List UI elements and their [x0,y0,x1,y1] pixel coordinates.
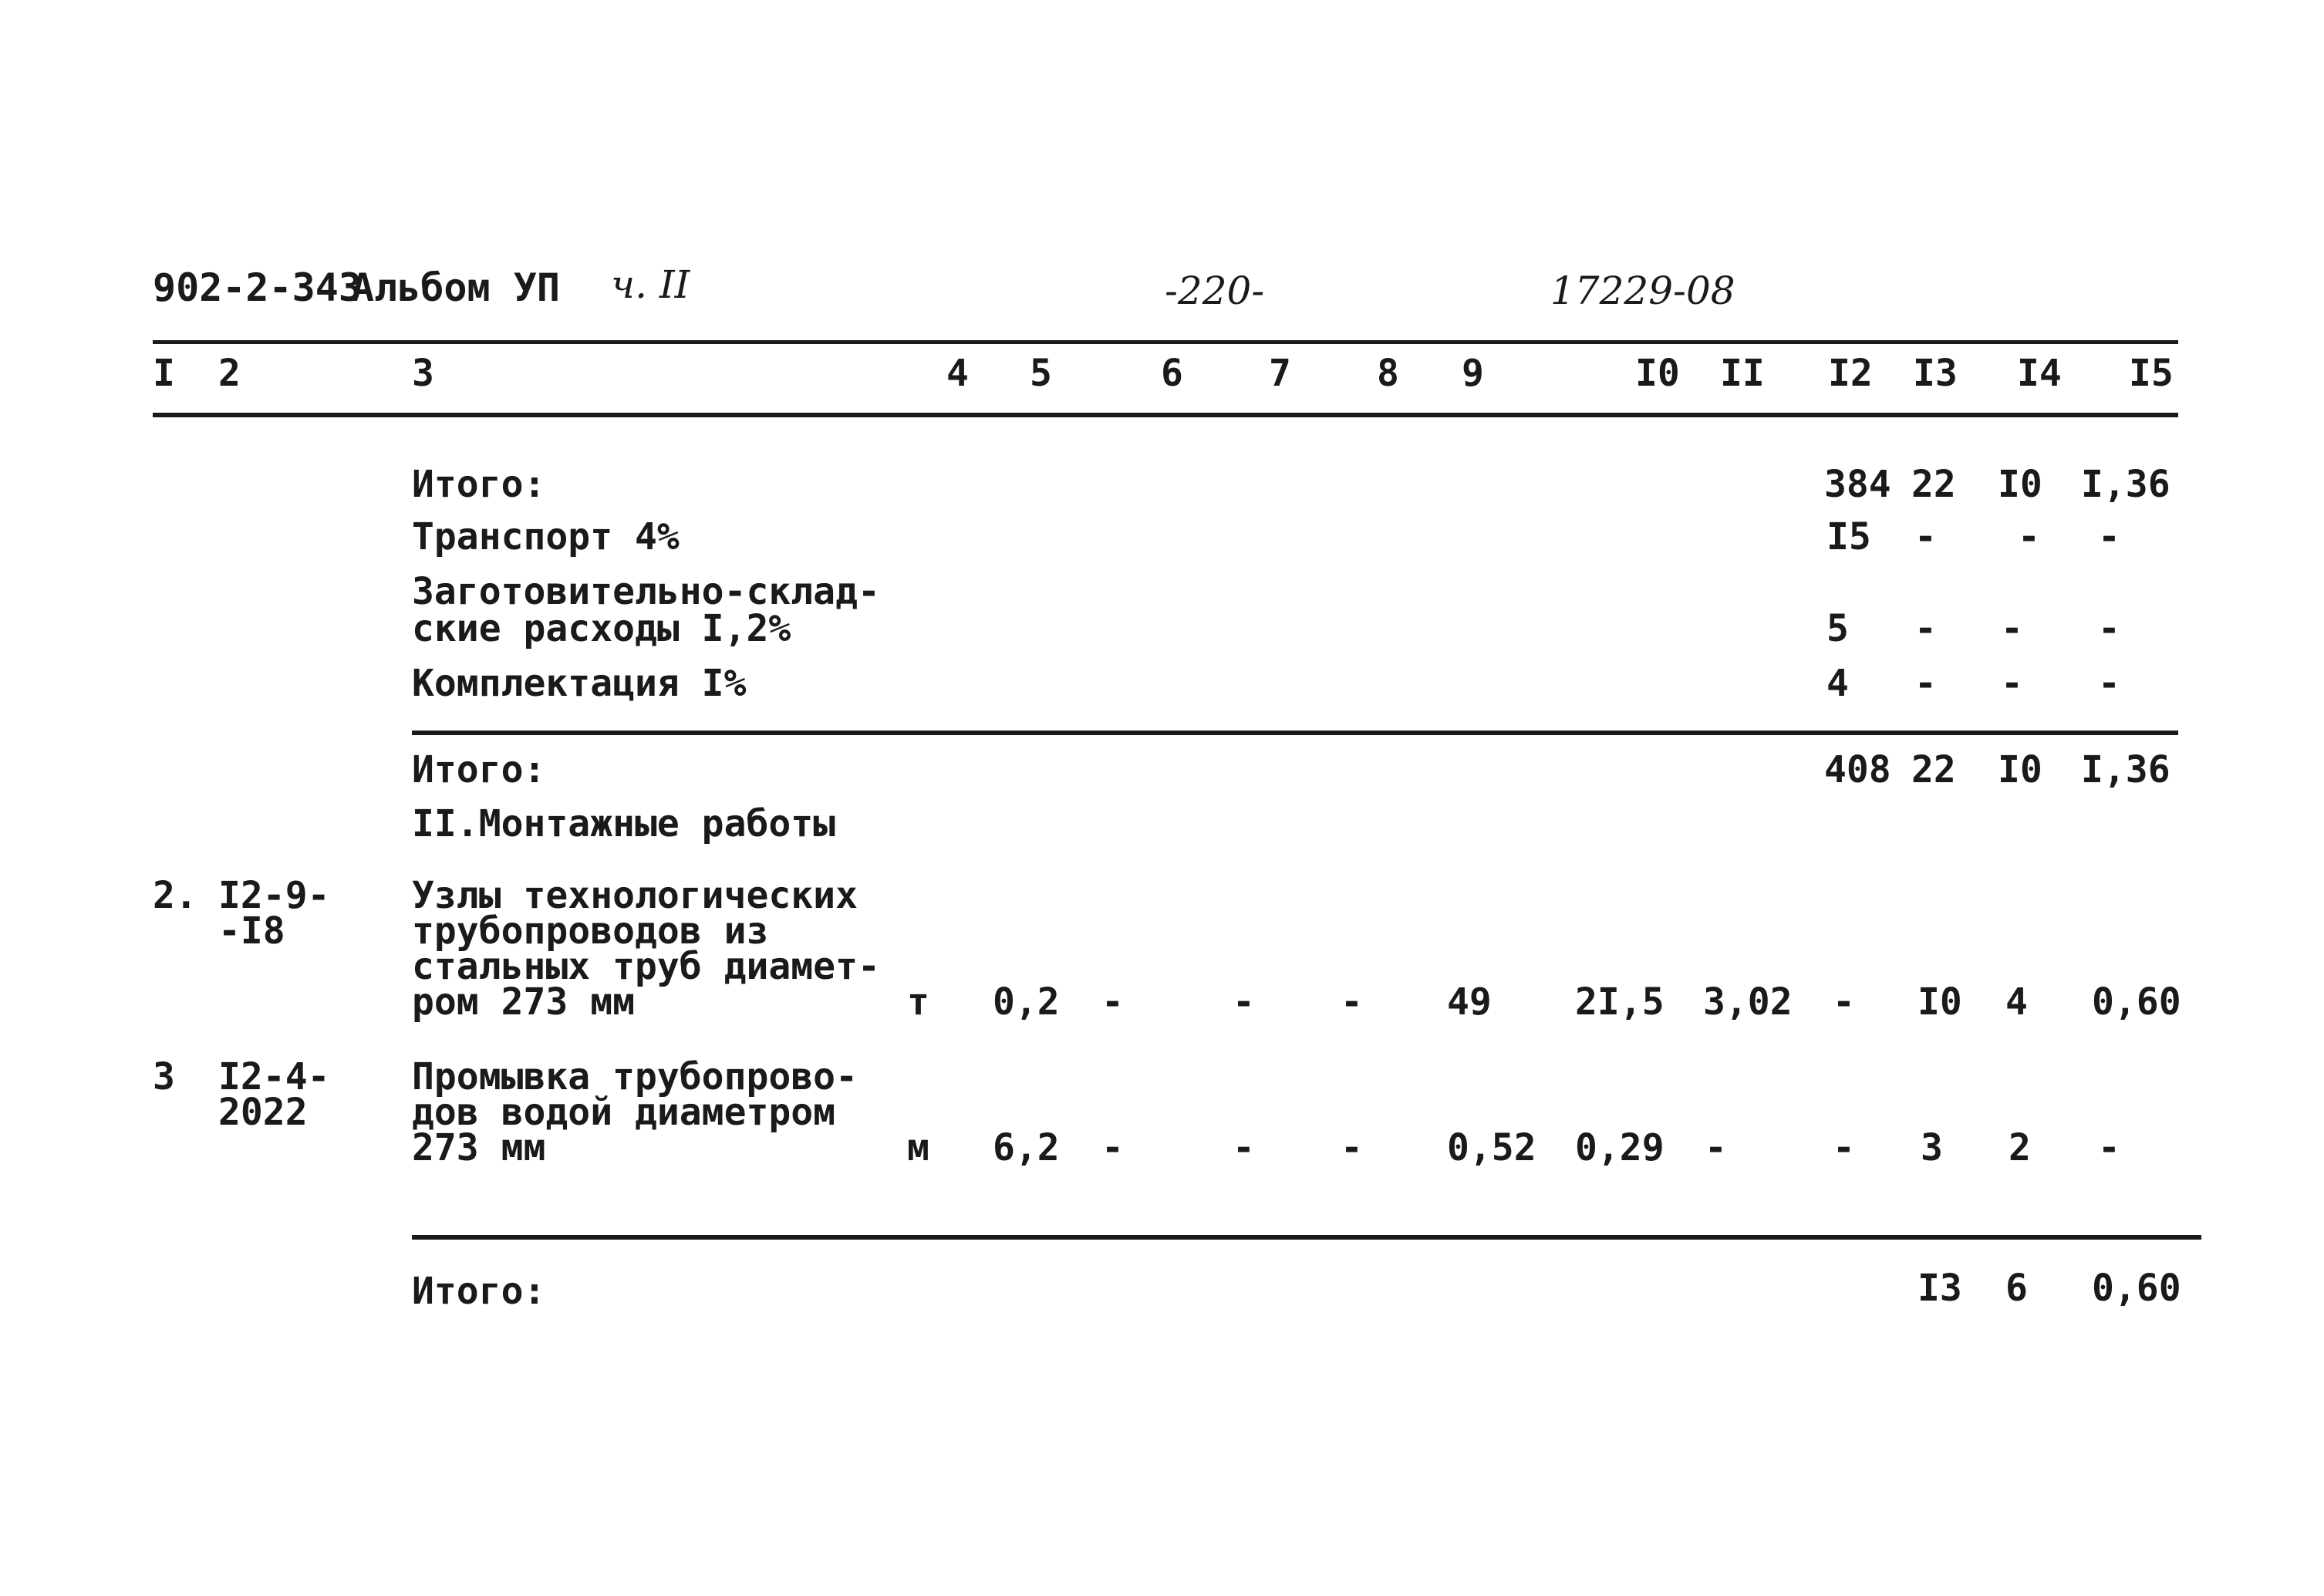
storage-col14: - [2001,607,2023,650]
grand-total-col13: 22 [1911,748,1956,791]
row3-col15: - [2098,1126,2120,1169]
storage-label-line1: Заготовительно-склад- [412,570,880,613]
transport-col14: - [2018,515,2040,558]
row2-col14: 4 [2005,980,2028,1024]
row3-col5: 6,2 [993,1126,1060,1169]
row2-code-line2: -I8 [218,909,285,953]
transport-label: Транспорт 4% [412,515,680,558]
row3-col13: 3 [1921,1126,1943,1169]
row2-col13: I0 [1918,980,1962,1024]
column-header-2: 2 [218,352,241,395]
complect-col13: - [1914,662,1937,705]
row3-col12: - [1833,1126,1855,1169]
grand-total-col12: 408 [1824,748,1891,791]
grand-total-col15: I,36 [2081,748,2171,791]
transport-col12: I5 [1826,515,1871,558]
complect-col15: - [2098,662,2120,705]
grand-total-col14: I0 [1998,748,2042,791]
row2-col5: 0,2 [993,980,1060,1024]
section2-total-col13: I3 [1918,1267,1962,1310]
column-header-6: 6 [1161,352,1183,395]
row3-col9: 0,52 [1447,1126,1536,1169]
complect-col12: 4 [1826,662,1849,705]
section1-total-rule [412,731,2178,735]
section2-total-rule [412,1235,2201,1240]
row3-col8: - [1341,1126,1363,1169]
column-header-13: I3 [1913,352,1958,395]
column-header-7: 7 [1269,352,1291,395]
row3-col11: - [1705,1126,1727,1169]
column-header-10: I0 [1635,352,1680,395]
album-label: Альбом УП [351,265,560,310]
total-col12: 384 [1824,463,1891,506]
row3-desc-line2: дов водой диаметром [412,1091,836,1134]
column-header-12: I2 [1828,352,1873,395]
transport-col13: - [1914,515,1937,558]
column-header-9: 9 [1462,352,1484,395]
column-header-5: 5 [1030,352,1052,395]
page-number: -220- [1165,268,1265,313]
row3-desc-line3: 273 мм [412,1126,546,1169]
row3-col6: - [1101,1126,1124,1169]
total-col14: I0 [1998,463,2042,506]
row2-desc-line3: стальных труб диамет- [412,945,880,988]
sheet-number: 17229-08 [1550,268,1735,313]
header-top-rule [153,340,2178,344]
column-header-15: I5 [2129,352,2174,395]
row2-col9: 49 [1447,980,1492,1024]
complect-label: Комплектация I% [412,662,747,705]
storage-col15: - [2098,607,2120,650]
row2-col6: - [1101,980,1124,1024]
complect-col14: - [2001,662,2023,705]
transport-col15: - [2098,515,2120,558]
row2-desc-line2: трубопроводов из [412,909,769,953]
row2-number: 2. [153,874,197,917]
row2-col12: - [1833,980,1855,1024]
column-header-4: 4 [946,352,969,395]
row2-col8: - [1341,980,1363,1024]
total-label: Итого: [412,463,546,506]
row3-code-line1: I2-4- [218,1055,330,1098]
storage-label-line2: ские расходы I,2% [412,607,791,650]
row2-desc-line4: ром 273 мм [412,980,635,1024]
section2-total-col15: 0,60 [2092,1267,2181,1310]
part-label: ч. II [611,262,690,307]
row2-desc-line1: Узлы технологических [412,874,858,917]
row3-desc-line1: Промывка трубопрово- [412,1055,858,1098]
column-header-11: II [1720,352,1765,395]
row2-col15: 0,60 [2092,980,2181,1024]
row2-code-line1: I2-9- [218,874,330,917]
row2-col10: 2I,5 [1575,980,1665,1024]
section2-title: II.Монтажные работы [412,802,836,845]
row3-col10: 0,29 [1575,1126,1665,1169]
storage-col13: - [1914,607,1937,650]
total-col13: 22 [1911,463,1956,506]
document-code: 902-2-343 [153,265,362,310]
grand-total-label: Итого: [412,748,546,791]
column-header-1: I [153,352,175,395]
row3-code-line2: 2022 [218,1091,308,1134]
row3-col7: - [1233,1126,1255,1169]
row3-number: 3 [153,1055,175,1098]
row2-unit: т [907,980,929,1024]
row3-col14: 2 [2009,1126,2031,1169]
section2-total-col14: 6 [2005,1267,2028,1310]
header-bottom-rule [153,413,2178,417]
column-header-14: I4 [2017,352,2062,395]
column-header-8: 8 [1377,352,1399,395]
storage-col12: 5 [1826,607,1849,650]
row2-col7: - [1233,980,1255,1024]
column-header-3: 3 [412,352,434,395]
row3-unit: м [907,1126,929,1169]
row2-col11: 3,02 [1703,980,1793,1024]
total-col15: I,36 [2081,463,2171,506]
section2-total-label: Итого: [412,1270,546,1313]
